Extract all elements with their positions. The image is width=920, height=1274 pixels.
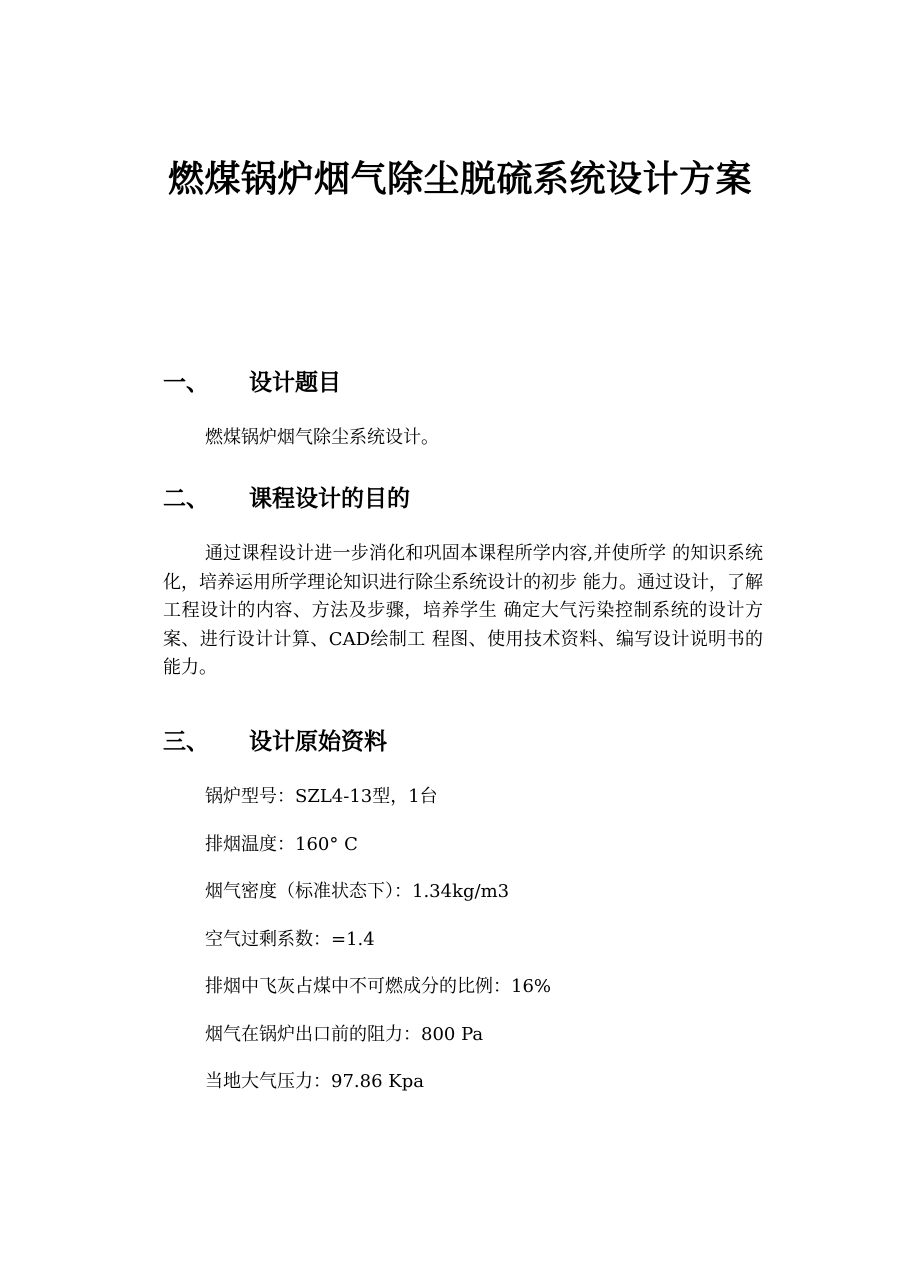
section-heading-3: [163, 725, 387, 759]
section-heading-1: [163, 366, 341, 400]
data-item-local-atmospheric-pressure: 当地大气压力：97.86 Kpa: [205, 1071, 424, 1092]
section-title-2: 课程设计的目的: [249, 485, 410, 512]
data-item-boiler-model: 锅炉型号：SZL4-13型，1台: [205, 786, 438, 807]
section-number-1: 一、: [163, 369, 209, 396]
section-number-2: 二、: [163, 485, 209, 512]
section-2-paragraph: 通过课程设计进一步消化和巩固本课程所学内容,并使所学 的知识系统化，培养运用所学理论知识进行除尘系统设计的初步 能力。通过设计，了解工程设计的内容、方法及步骤，培养学生 确定大气污染控制系统的设计方案、进行设计计算、CAD绘制工 程图、使用技术资料、编写设计说明书的能力。: [163, 543, 763, 678]
data-item-exhaust-temperature: 排烟温度：160° C: [205, 834, 358, 855]
section-title-1: 设计题目: [249, 369, 341, 396]
data-item-boiler-outlet-resistance: 烟气在锅炉出口前的阻力：800 Pa: [205, 1024, 484, 1045]
section-1-body: 燃煤锅炉烟气除尘系统设计。: [205, 427, 439, 448]
data-item-fly-ash-ratio: 排烟中飞灰占煤中不可燃成分的比例：16%: [205, 976, 552, 997]
section-number-3: 三、: [163, 728, 209, 755]
data-item-excess-air-coefficient: 空气过剩系数：=1.4: [205, 929, 375, 950]
section-heading-2: [163, 482, 410, 516]
data-item-flue-gas-density: 烟气密度（标准状态下）：1.34kg/m3: [205, 881, 510, 902]
section-title-3: 设计原始资料: [249, 728, 387, 755]
document-title: 燃煤锅炉烟气除尘脱硫系统设计方案: [167, 158, 752, 200]
